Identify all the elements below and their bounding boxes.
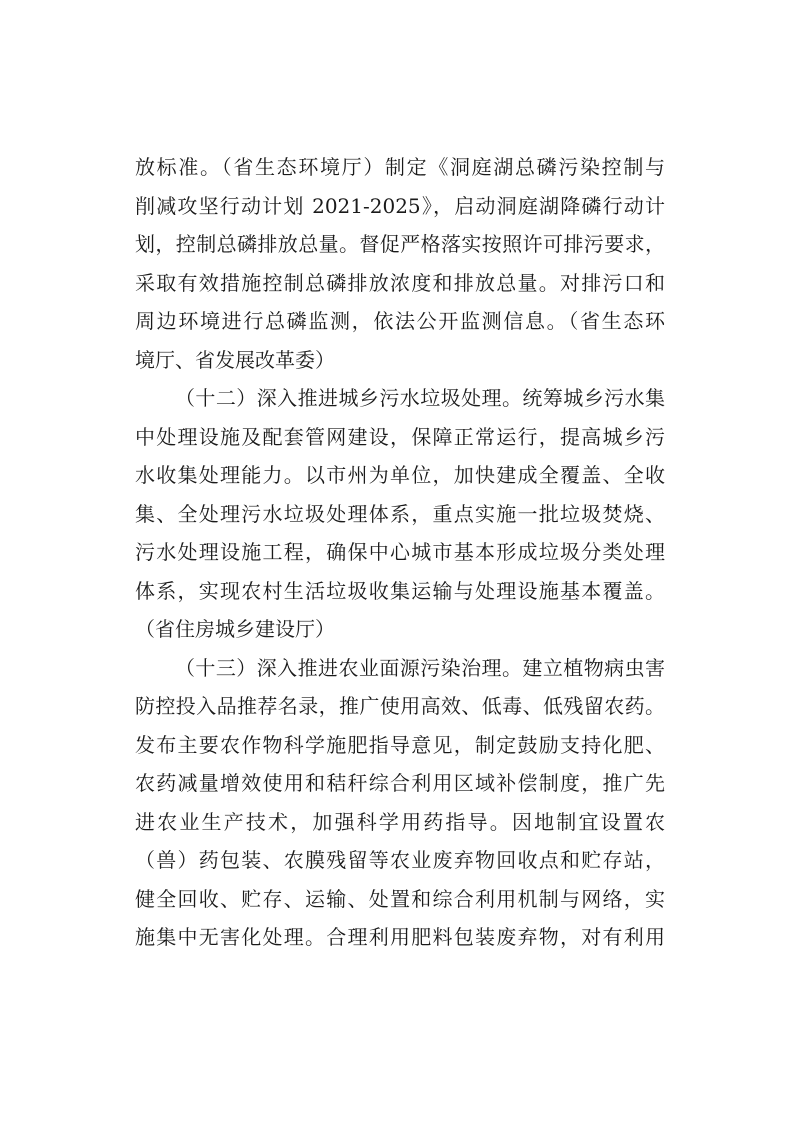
text-line: 削减攻坚行动计划 2021-2025》，启动洞庭湖降磷行动计 <box>135 193 665 218</box>
text-line: 采取有效措施控制总磷排放浓度和排放总量。对排污口和 <box>135 270 665 295</box>
text-line: 划，控制总磷排放总量。督促严格落实按照许可排污要求， <box>135 232 665 256</box>
text-line: 体系，实现农村生活垃圾收集运输与处理设施基本覆盖。 <box>135 578 665 603</box>
section-heading-line: （十二）深入推进城乡污水垃圾处理。统筹城乡污水集 <box>175 386 665 410</box>
text-line: （省住房城乡建设厅） <box>135 617 335 641</box>
text-line: 发布主要农作物科学施肥指导意见，制定鼓励支持化肥、 <box>135 732 665 757</box>
text-line: 集、全处理污水垃圾处理体系，重点实施一批垃圾焚烧、 <box>135 501 665 526</box>
text-line: 污水处理设施工程，确保中心城市基本形成垃圾分类处理 <box>135 540 665 564</box>
text-line: 境厅、省发展改革委） <box>135 347 335 372</box>
text-line: （兽）药包装、农膜残留等农业废弃物回收点和贮存站， <box>135 848 665 872</box>
section-heading-line: （十三）深入推进农业面源污染治理。建立植物病虫害 <box>175 655 665 680</box>
text-line: 放标准。（省生态环境厅）制定《洞庭湖总磷污染控制与 <box>135 155 665 179</box>
text-line: 农药减量增效使用和秸秆综合利用区域补偿制度，推广先 <box>135 771 665 795</box>
text-line: 周边环境进行总磷监测，依法公开监测信息。（省生态环 <box>135 309 665 333</box>
text-line: 施集中无害化处理。合理利用肥料包装废弃物，对有利用 <box>135 925 665 949</box>
text-line: 中处理设施及配套管网建设，保障正常运行，提高城乡污 <box>135 424 665 449</box>
text-line: 水收集处理能力。以市州为单位，加快建成全覆盖、全收 <box>135 463 665 487</box>
text-line: 健全回收、贮存、运输、处置和综合利用机制与网络，实 <box>135 886 665 911</box>
text-line: 进农业生产技术，加强科学用药指导。因地制宜设置农 <box>135 809 665 834</box>
body-text <box>135 148 665 957</box>
text-line: 防控投入品推荐名录，推广使用高效、低毒、低残留农药。 <box>135 694 665 718</box>
